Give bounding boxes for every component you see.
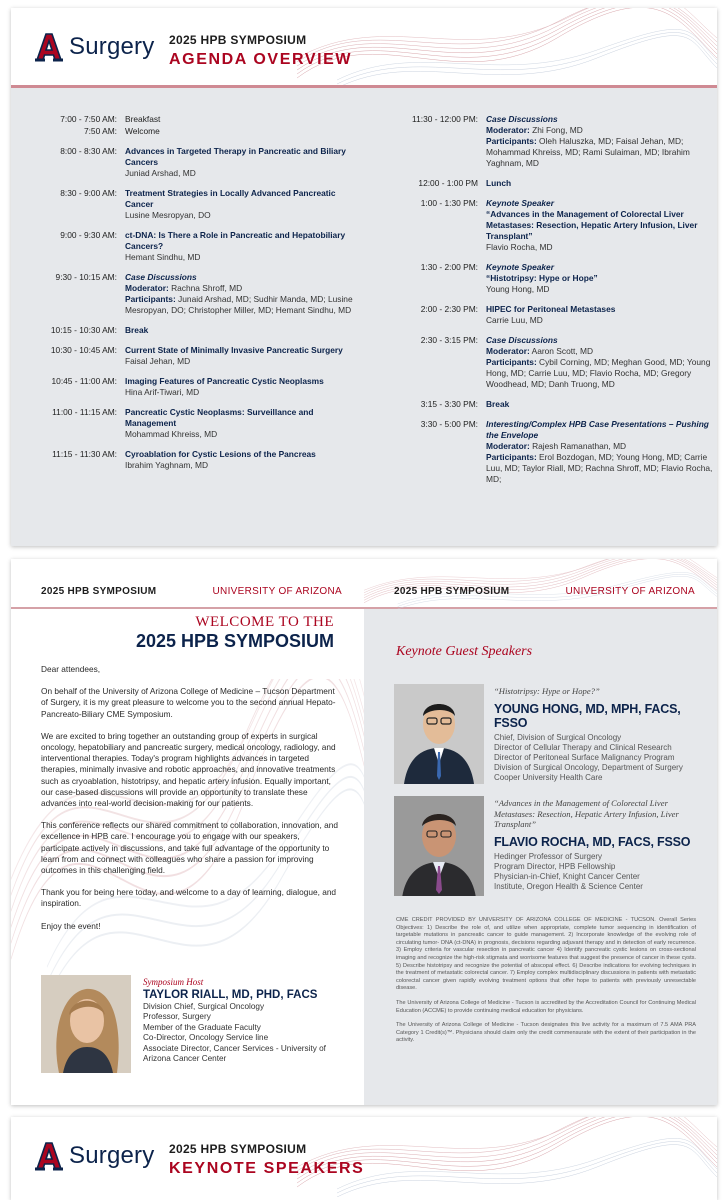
agenda-title: Breakfast: [125, 114, 161, 124]
logo-wordmark: Surgery: [69, 1142, 155, 1169]
moderator-name: Rachna Shroff, MD: [168, 283, 243, 293]
symposium-host: [41, 975, 341, 1085]
agenda-speaker: Juniad Arshad, MD: [125, 168, 196, 178]
agenda-title: HIPEC for Peritoneal Metastases: [486, 304, 616, 314]
agenda-header: [11, 8, 717, 88]
speaker-details: [494, 798, 706, 892]
agenda-body: [486, 262, 713, 295]
agenda-participants: [486, 452, 713, 485]
agenda-speaker: Mohammad Khreiss, MD: [125, 429, 218, 439]
agenda-moderator: [125, 283, 361, 294]
agenda-item: [368, 304, 713, 326]
agenda-speaker: Faisal Jehan, MD: [125, 356, 191, 366]
letter-paragraph: We are excited to bring together an outstanding group of experts in surgical oncology, hepatobiliary and pancreatic surgery, medical oncology, radiology, and interventional therapies. Today's program highlights advances in targeted therapies, minimally invasive and robotic approaches, and innovative treatments such as cryoablation, histotripsy, and hepatic artery infusion. Equally important, our case-based discussions will provide an opportunity to translate these advances into real-world decision-making for our patients.: [41, 730, 336, 809]
keynote-heading: KEYNOTE SPEAKERS: [169, 1160, 365, 1177]
keynote-page: [364, 559, 717, 1105]
agenda-body: [125, 325, 361, 336]
agenda-body: [486, 399, 713, 410]
moderator-label: Moderator:: [486, 346, 530, 356]
agenda-speaker: Carrie Luu, MD: [486, 315, 543, 325]
speaker-talk-title: “Histotripsy: Hype or Hope?”: [494, 686, 600, 696]
symposium-title: 2025 HPB SYMPOSIUM: [169, 33, 307, 47]
agenda-time: 8:00 - 8:30 AM:: [60, 146, 117, 156]
speaker-name: YOUNG HONG, MD, MPH, FACS, FSSO: [494, 701, 681, 730]
agenda-item: [368, 335, 713, 390]
agenda-page: [11, 8, 717, 546]
agenda-title: Keynote Speaker: [486, 262, 554, 272]
agenda-moderator: [486, 125, 713, 136]
agenda-title: ct-DNA: Is There a Role in Pancreatic and Hepatobiliary Cancers?: [125, 230, 346, 251]
agenda-title: Break: [486, 399, 510, 409]
agenda-heading: AGENDA OVERVIEW: [169, 51, 353, 68]
agenda-time: 9:00 - 9:30 AM:: [60, 230, 117, 240]
agenda-title: Case Discussions: [125, 272, 197, 282]
agenda-title: Cyroablation for Cystic Lesions of the Pancreas: [125, 449, 316, 459]
agenda-item: [11, 146, 361, 179]
agenda-time: 1:00 - 1:30 PM:: [420, 198, 478, 208]
ua-logo-icon: [35, 1141, 63, 1171]
agenda-time: 10:15 - 10:30 AM:: [50, 325, 117, 335]
agenda-title: Lunch: [486, 178, 512, 188]
agenda-title: Case Discussions: [486, 335, 558, 345]
speaker-details: [494, 686, 706, 783]
agenda-moderator: [486, 346, 713, 357]
speaker-line: Physician-in-Chief, Knight Cancer Center: [494, 871, 640, 881]
letter-paragraph: Enjoy the event!: [41, 920, 101, 931]
agenda-column-right: [368, 114, 713, 494]
agenda-item: [368, 198, 713, 253]
agenda-column-left: [11, 114, 361, 480]
agenda-body: [486, 335, 713, 390]
host-role: Symposium Host: [143, 977, 204, 987]
participants-label: Participants:: [486, 136, 537, 146]
speaker-name: FLAVIO ROCHA, MD, FACS, FSSO: [494, 834, 691, 849]
agenda-body: [486, 114, 713, 169]
agenda-item: [11, 188, 361, 221]
agenda-title: Welcome: [125, 126, 160, 136]
agenda-title: Keynote Speaker: [486, 198, 554, 208]
agenda-body: [125, 230, 361, 263]
agenda-moderator: [486, 441, 713, 452]
surgery-logo: [35, 1141, 154, 1171]
agenda-time: 10:45 - 11:00 AM:: [51, 376, 117, 386]
agenda-time: 10:30 - 10:45 AM:: [50, 345, 117, 355]
host-line: Member of the Graduate Faculty: [143, 1022, 261, 1032]
header-wave-decoration: [364, 559, 717, 609]
agenda-title: Current State of Minimally Invasive Pancreatic Surgery: [125, 345, 343, 355]
agenda-item: [11, 126, 361, 137]
speaker-photo: [394, 796, 484, 896]
agenda-speaker: Ibrahim Yaghnam, MD: [125, 460, 209, 470]
letter-paragraph: Thank you for being here today, and welcome to a day of learning, dialogue, and inspiration.: [41, 887, 337, 909]
agenda-item: [11, 272, 361, 316]
cme-paragraph: CME CREDIT PROVIDED BY UNIVERSITY OF ARIZONA COLLEGE OF MEDICINE - TUCSON. Overall Series Objectives: 1) Describe the role of, and utilize when appropriate, complete tumor sequencing in identification of targetable mutations in pancreatic cancer to guide management. 2) Incorporate knowledge of the evolving role of circulating tumor- DNA (ct-DNA) in prognosis, decisions regarding adjuvant therapy and in detection of early recurrence. 3) Employ criteria for vascular resection in pancreatic cancer 4) Identify pancreatic cystic lesions on cross-sectional imaging and recognize the high-risk stigmata and worrisome features that suggest the presence of cancer in these cysts. 5) Describe histotripsy and recognize the potential of abscopal effect. 6) Describe indications for evolving techniques in the treatment of metastatic colorectal cancer. 7) Employ complex multidisciplinary discussions in patients with metastatic colorectal cancer given rapidly evolving treatment options that offer hope to patients with previously unresectable disease.: [396, 917, 696, 992]
agenda-time: 3:15 - 3:30 PM:: [420, 399, 478, 409]
agenda-subtitle: “Histotripsy: Hype or Hope”: [486, 273, 598, 283]
participants-label: Participants:: [486, 452, 537, 462]
welcome-page: [11, 559, 364, 1105]
speaker-line: Chief, Division of Surgical Oncology: [494, 732, 622, 742]
moderator-label: Moderator:: [125, 283, 169, 293]
agenda-time: 12:00 - 1:00 PM: [418, 178, 478, 188]
moderator-name: Zhi Fong, MD: [529, 125, 583, 135]
agenda-body: [486, 304, 713, 326]
speaker-line: Institute, Oregon Health & Science Center: [494, 881, 643, 891]
agenda-body: [486, 419, 713, 485]
moderator-name: Aaron Scott, MD: [529, 346, 594, 356]
agenda-body: [125, 376, 361, 398]
agenda-body: [125, 449, 361, 471]
header-university-label: UNIVERSITY OF ARIZONA: [212, 586, 342, 597]
moderator-label: Moderator:: [486, 125, 530, 135]
agenda-time: 2:00 - 2:30 PM:: [420, 304, 478, 314]
agenda-time: 7:50 AM:: [83, 126, 117, 136]
welcome-title-line2: 2025 HPB SYMPOSIUM: [135, 631, 334, 651]
agenda-body: [125, 126, 361, 137]
agenda-subtitle: “Advances in the Management of Colorectal Liver Metastases: Resection, Hepatic Artery Infusion, Liver Transplant”: [486, 209, 698, 241]
agenda-time: 11:15 - 11:30 AM:: [52, 449, 117, 459]
agenda-body: [125, 345, 361, 367]
keynote-header: [364, 559, 717, 609]
keynote-section-title: Keynote Guest Speakers: [396, 644, 533, 659]
agenda-title: Pancreatic Cystic Neoplasms: Surveillance and Management: [125, 407, 314, 428]
keynote-page-header: [11, 1117, 717, 1197]
agenda-title: Treatment Strategies in Locally Advanced Pancreatic Cancer: [125, 188, 336, 209]
agenda-body: [125, 146, 361, 179]
welcome-spread: [11, 559, 717, 1105]
cme-paragraph: The University of Arizona College of Medicine - Tucson designates this live activity for a maximum of 7.5 AMA PRA Category 1 Credit(s)™. Physicians should claim only the credit commensurate with the extent of their participation in the activity.: [396, 1022, 696, 1044]
welcome-letter: [41, 664, 339, 943]
speaker-photo: [394, 684, 484, 784]
host-line: Co-Director, Oncology Service line: [143, 1033, 269, 1042]
agenda-speaker: Lusine Mesropyan, DO: [125, 210, 211, 220]
agenda-participants: [486, 136, 713, 169]
speaker-line: Program Director, HPB Fellowship: [494, 861, 616, 871]
agenda-title: Imaging Features of Pancreatic Cystic Neoplasms: [125, 376, 324, 386]
host-line: Associate Director, Cancer Services - University of Arizona Cancer Center: [143, 1043, 326, 1063]
participants-names: Junaid Arshad, MD; Sudhir Manda, MD; Lusine Mesropyan, DO; Christopher Miller, MD; Hemant Sindhu, MD: [125, 294, 353, 315]
host-line: Division Chief, Surgical Oncology: [143, 1001, 265, 1011]
participants-label: Participants:: [486, 357, 537, 367]
keynote-speakers-page: [11, 1117, 717, 1200]
participants-label: Participants:: [125, 294, 176, 304]
letter-paragraph: Dear attendees,: [41, 664, 101, 674]
cme-credit-statement: [396, 917, 696, 1052]
agenda-item: [368, 262, 713, 295]
agenda-item: [368, 419, 713, 485]
agenda-time: 3:30 - 5:00 PM:: [420, 419, 478, 429]
letter-paragraph: This conference reflects our shared commitment to collaboration, innovation, and excellence in HPB care. I encourage you to engage with our speakers, participate actively in discussions, and take full advantage of the opportunity to learn from and connect with colleagues who share a passion for improving outcomes in this challenging field.: [41, 820, 338, 876]
agenda-speaker: Hemant Sindhu, MD: [125, 252, 201, 262]
agenda-time: 11:00 - 11:15 AM:: [52, 407, 117, 417]
header-wave-decoration: [297, 8, 717, 88]
agenda-panel: [11, 88, 717, 546]
host-name: TAYLOR RIALL, MD, PHD, FACS: [143, 988, 318, 1001]
speaker-line: Cooper University Health Care: [494, 772, 603, 782]
agenda-title: Break: [125, 325, 149, 335]
agenda-title: Advances in Targeted Therapy in Pancreatic and Biliary Cancers: [125, 146, 346, 167]
agenda-body: [486, 178, 713, 189]
welcome-title-line1: WELCOME TO THE: [195, 614, 334, 630]
cme-paragraph: The University of Arizona College of Medicine - Tucson is accredited by the Accreditation Council for Continuing Medical Education (ACCME) to provide continuing medical education for physicians.: [396, 999, 696, 1014]
agenda-item: [11, 114, 361, 125]
agenda-item: [368, 114, 713, 169]
agenda-speaker: Hina Arif-Tiwari, MD: [125, 387, 200, 397]
header-symposium-label: 2025 HPB SYMPOSIUM: [394, 586, 510, 597]
letter-paragraph: On behalf of the University of Arizona College of Medicine – Tucson Department of Surgery, it is my great pleasure to welcome you to the second annual Hepato-Pancreato-Biliary CME Symposium.: [41, 686, 336, 719]
surgery-logo: [35, 32, 154, 62]
agenda-item: [368, 399, 713, 410]
ua-logo-icon: [35, 32, 63, 62]
agenda-body: [125, 272, 361, 316]
speaker-affiliation: [494, 852, 706, 892]
agenda-time: 7:00 - 7:50 AM:: [60, 114, 117, 124]
agenda-time: 11:30 - 12:00 PM:: [412, 114, 478, 124]
moderator-name: Rajesh Ramanathan, MD: [529, 441, 627, 451]
agenda-title: Case Discussions: [486, 114, 558, 124]
header-symposium-label: 2025 HPB SYMPOSIUM: [41, 586, 157, 597]
agenda-speaker: Flavio Rocha, MD: [486, 242, 553, 252]
agenda-item: [11, 376, 361, 398]
participants-names: Erol Bozdogan, MD; Young Hong, MD; Carrie Luu, MD; Taylor Riall, MD; Rachna Shroff, MD; Flavio Rocha, MD;: [486, 452, 713, 484]
host-photo: [41, 975, 131, 1073]
host-details: [143, 977, 341, 1065]
moderator-label: Moderator:: [486, 441, 530, 451]
agenda-time: 8:30 - 9:00 AM:: [60, 188, 117, 198]
welcome-header: [11, 559, 364, 609]
agenda-body: [125, 188, 361, 221]
speaker-talk-title: “Advances in the Management of Colorectal Liver Metastases: Resection, Hepatic Artery Infusion, Liver Transplant”: [494, 798, 679, 829]
speaker-line: Director of Peritoneal Surface Malignancy Program: [494, 752, 675, 762]
agenda-item: [11, 325, 361, 336]
agenda-participants: [486, 357, 713, 390]
speaker-line: Director of Cellular Therapy and Clinical Research: [494, 742, 672, 752]
agenda-item: [368, 178, 713, 189]
agenda-participants: [125, 294, 361, 316]
participants-names: Cybil Corning, MD; Meghan Good, MD; Young Hong, MD; Carrie Luu, MD; Flavio Rocha, MD; Gregory Woodhead, MD; Danh Truong, MD: [486, 357, 711, 389]
agenda-item: [11, 407, 361, 440]
agenda-title: Interesting/Complex HPB Case Presentations – Pushing the Envelope: [486, 419, 709, 440]
host-line: Professor, Surgery: [143, 1012, 211, 1021]
agenda-speaker: Young Hong, MD: [486, 284, 550, 294]
speaker-affiliation: [494, 733, 706, 783]
agenda-body: [125, 407, 361, 440]
participants-names: Oleh Haluszka, MD; Faisal Jehan, MD; Mohammad Khreiss, MD; Rami Sulaiman, MD; Ibrahim Yaghnam, MD: [486, 136, 690, 168]
agenda-item: [11, 230, 361, 263]
header-wave-decoration: [297, 1117, 717, 1197]
symposium-title: 2025 HPB SYMPOSIUM: [169, 1142, 307, 1156]
agenda-time: 1:30 - 2:00 PM:: [420, 262, 478, 272]
agenda-time: 9:30 - 10:15 AM:: [55, 272, 117, 282]
agenda-body: [486, 198, 713, 253]
header-university-label: UNIVERSITY OF ARIZONA: [565, 586, 695, 597]
agenda-item: [11, 345, 361, 367]
speaker-line: Hedinger Professor of Surgery: [494, 851, 603, 861]
speaker-line: Division of Surgical Oncology, Department of Surgery: [494, 762, 683, 772]
logo-wordmark: Surgery: [69, 33, 155, 60]
agenda-body: [125, 114, 361, 125]
agenda-time: 2:30 - 3:15 PM:: [420, 335, 478, 345]
agenda-item: [11, 449, 361, 471]
